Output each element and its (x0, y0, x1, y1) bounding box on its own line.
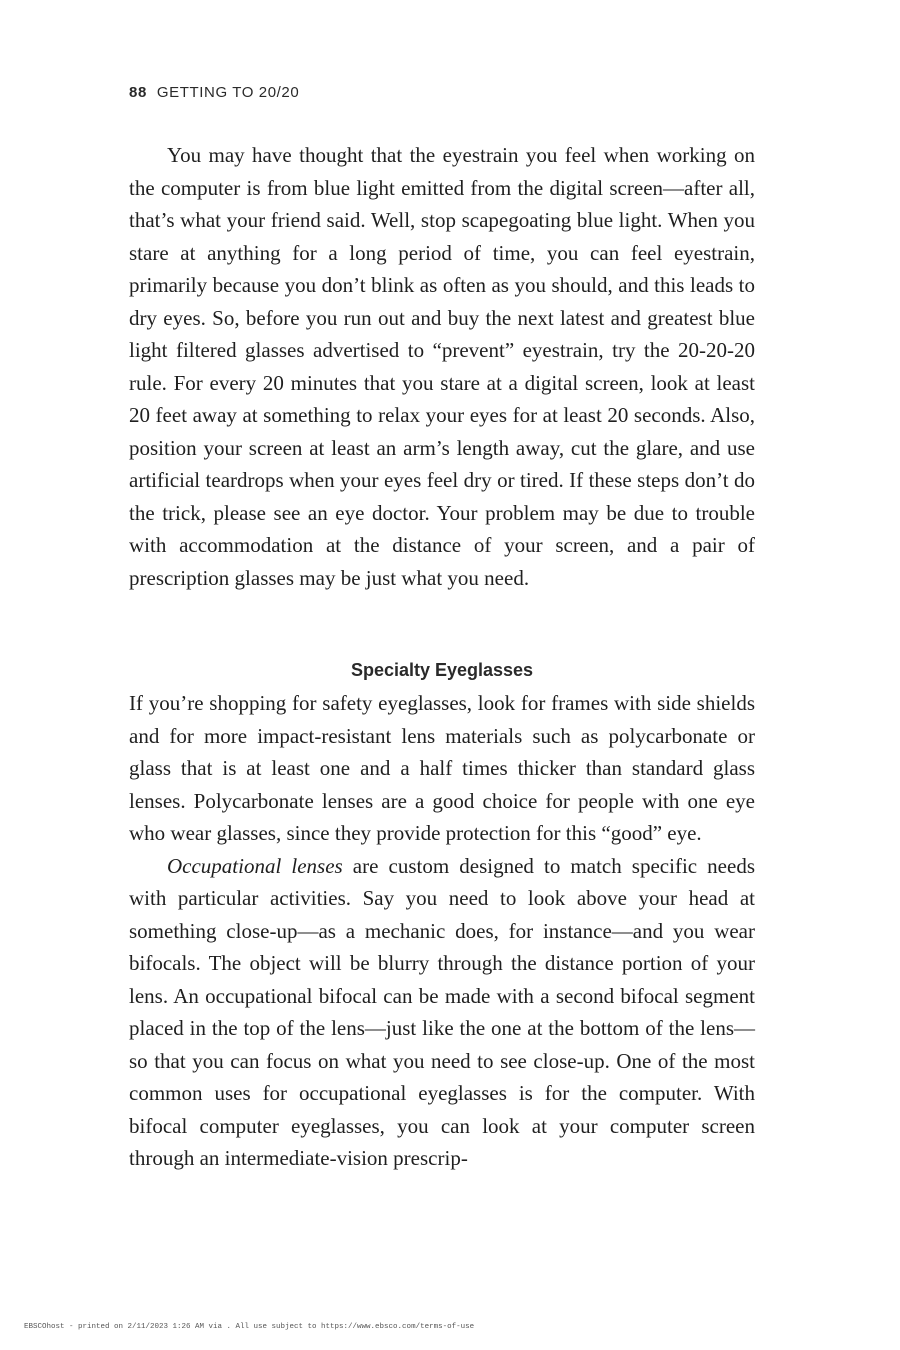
paragraph-safety-eyeglasses: If you’re shopping for safety eyeglasses, look for frames with side shields and for more impact-resistant lens materials such as polycarbonate or glass that is at least one and a half times thicker than standard glass lenses. Polycarbonate lenses are a good choice for people with one eye who wear glasses, since they provide protection for this “good” eye. (129, 691, 755, 845)
footer-notice: EBSCOhost - printed on 2/11/2023 1:26 AM via . All use subject to https://www.ebsco.com/terms-of-use (24, 1323, 475, 1331)
paragraph-occupational-rest: are custom designed to match specific needs with particular activities. Say you need to look above your head at something close-up—as a mechanic does, for instance—and you wear bifocals. The object will be blurry through the distance portion of your lens. An occupational bifocal can be made with a second bifocal segment placed in the top of the lens—just like the one at the bottom of the lens—so that you can focus on what you need to see close-up. One of the most common uses for occupational eyeglasses is for the computer. With bifocal computer eyeglasses, you can look at your computer screen through an intermediate-vision prescrip- (129, 853, 755, 1170)
section-heading: Specialty Eyeglasses (350, 660, 534, 680)
running-title: GETTING TO 20/20 (156, 84, 300, 101)
text-block-specialty (129, 687, 755, 1175)
paragraph-eyestrain: You may have thought that the eyestrain you feel when working on the computer is from blue light emitted from the digital screen—after all, that’s what your friend said. Well, stop scapegoating blue light. When you stare at anything for a long period of time, you can feel eyestrain, primarily because you don’t blink as often as you should, and this leads to dry eyes. So, before you run out and buy the next latest and greatest blue light filtered glasses advertised to “prevent” eyestrain, try the 20-20-20 rule. For every 20 minutes that you stare at a digital screen, look at least 20 feet away at something to relax your eyes for at least 20 seconds. Also, position your screen at least an arm’s length away, cut the glare, and use artificial teardrops when your eyes feel dry or tired. If these steps don’t do the trick, please see an eye doctor. Your problem may be due to trouble with accommodation at the distance of your screen, and a pair of prescription glasses may be just what you need. (129, 143, 755, 590)
page-number: 88 (129, 84, 147, 101)
running-head (129, 84, 299, 101)
italic-term: Occupational lenses (167, 853, 343, 878)
text-block-intro (129, 139, 755, 594)
paragraph-occupational-lenses (129, 850, 755, 1175)
